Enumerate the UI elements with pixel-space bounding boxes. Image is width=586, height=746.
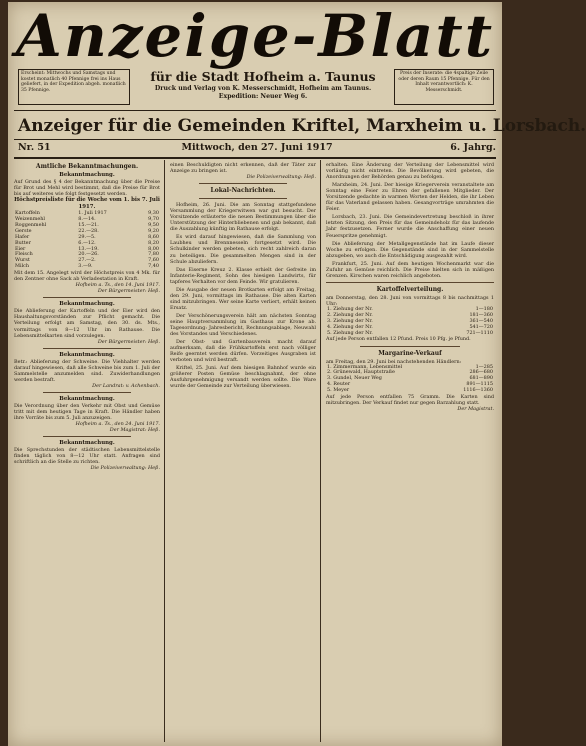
table-cell: 9,20 xyxy=(148,227,159,234)
article-text: Kriftel, 25. Juni. Auf dem hiesigen Bahnhof wurde ein größerer Posten Gemüse beschlagnahmt, der ohne Ausfuhrgenehmigung versandt werden sollte. Die Ware wurde der Gemeinde zur Verteilung überwiesen. xyxy=(170,365,316,390)
article-text: Die Ablieferung der Metallgegenstände hat im Laufe dieser Woche zu erfolgen. Die Gegenstände sind in der Sammelstelle abzugeben, wo auch die Entschädigung ausgezahlt wird. xyxy=(326,240,494,259)
ad-note: Auf jede Person entfallen 12 Pfund. Preis 10 Pfg. je Pfund. xyxy=(326,336,471,343)
table-cell: 361—540 xyxy=(469,317,493,324)
notice-signature: Der Landrat: v. Achenbach. xyxy=(92,382,160,389)
table-cell: 3.—9. xyxy=(78,263,93,270)
table-cell: 3. Gundel, Neuer Weg xyxy=(327,375,382,382)
notice-title: Bekanntmachung. xyxy=(59,301,115,308)
ad-text: am Donnerstag, den 28. Juni von vormittags 8 bis nachmittags 1 Uhr: xyxy=(326,294,494,307)
table-cell: 7,80 xyxy=(148,251,159,258)
table-cell: 3. Ziehung der Nr. xyxy=(327,317,373,324)
notice-signature: Die Polizeiverwaltung: Heß. xyxy=(246,174,316,181)
notice-title: Höchstpreisliste für die Woche vom 1. bis 7. Juli 1917. xyxy=(14,197,160,211)
table-cell: 9,70 xyxy=(148,216,159,223)
article-text: erhalten. Eine Änderung der Verteilung der Lebensmittel wird vorläufig nicht eintreten. Die Bevölkerung wird gebeten, die Anordnungen der Behörden genau zu befolgen. xyxy=(326,162,494,181)
issue-number: Nr. 51 xyxy=(18,142,51,153)
notice-signature: Der Magistrat: Heß. xyxy=(109,427,160,434)
table-cell: Milch xyxy=(15,263,30,270)
table-cell: Weizenmehl xyxy=(15,216,45,223)
notice-text: Auf Grund des § 4 der Bekanntmachung über die Preise für Brot und Mehl wird bestimmt, daß die Preise für Brot bis auf weiteres wie folgt festgesetzt werden. xyxy=(14,179,160,198)
table-cell: 1116—1360 xyxy=(463,387,493,394)
column-1 xyxy=(14,162,160,740)
table-cell: 7,60 xyxy=(148,257,159,264)
column-divider xyxy=(320,160,321,742)
table-cell: 5. Meyer xyxy=(327,387,350,394)
notice-signature: Hofheim a. Ts., den 24. Juni 1917. xyxy=(75,421,160,428)
table-cell: Butter xyxy=(15,239,31,246)
column-divider xyxy=(164,160,165,742)
table-cell: 6.—12. xyxy=(78,239,96,246)
table-cell: 22.—28. xyxy=(78,227,99,234)
separator xyxy=(360,346,461,347)
article-text: einen Beschuldigten nicht erkennen, daß der Täter zur Anzeige zu bringen ist. xyxy=(170,162,316,175)
article-text: Lorsbach, 23. Juni. Die Gemeindevertretung beschloß in ihrer letzten Sitzung, den Preis für das Gemeindeholz für das laufende Jahr festzusetzen. Ferner wurde die Anschaffung einer neuen Feuerspritze genehmigt. xyxy=(326,214,494,239)
column-2 xyxy=(170,162,316,740)
notice-text: Die Ablieferung der Kartoffeln und der Eier wird den Haushaltungsvorständen zur Pflicht gemacht. Die Verteilung erfolgt am Samstag, den 30. ds. Mts., vormittags von 8—12 Uhr im Rathause. Die Lebensmittelkarten sind vorzulegen. xyxy=(14,308,160,339)
section-heading: Amtliche Bekanntmachungen. xyxy=(35,163,139,170)
ad-text: am Freitag, den 29. Juni bei nachstehenden Händlern: xyxy=(326,358,462,365)
ad-heading: Margarine-Verkauf xyxy=(378,349,442,357)
table-cell: 4. Ziehung der Nr. xyxy=(327,323,373,330)
table-cell: 9,30 xyxy=(148,210,159,217)
price-table xyxy=(14,211,160,270)
table-cell: 721—1110 xyxy=(466,329,493,336)
article-text: Das Eiserne Kreuz 2. Klasse erhielt der Gefreite im Infanterie-Regiment, Sohn des hiesigen Landwirts, für tapferes Verhalten vor dem Feinde. Wir gratulieren. xyxy=(170,266,316,285)
separator xyxy=(199,183,287,184)
separator xyxy=(43,436,131,437)
notice-text: Betr.: Ablieferung der Schweine. Die Viehhalter werden darauf hingewiesen, daß alle Schweine bis zum 1. Juli der Sammelstelle anzumelden sind. Zuwiderhandlungen werden bestraft. xyxy=(14,358,160,383)
notice-title: Bekanntmachung. xyxy=(59,351,115,358)
imprint-printer: Druck und Verlag von K. Messerschmidt, Hofheim am Taunus. xyxy=(154,85,372,92)
table-cell: 8,00 xyxy=(148,245,159,252)
imprint-expedition: Expedition: Neuer Weg 6. xyxy=(218,92,308,100)
table-cell: 1. Juli 1917 xyxy=(78,210,107,217)
table-cell: 891—1115 xyxy=(466,381,493,388)
table-cell: 286—680 xyxy=(469,369,493,376)
table-cell: Eier xyxy=(15,245,26,252)
table-cell: 29.—5. xyxy=(78,233,96,240)
table-cell: 1. Ziehung der Nr. xyxy=(327,305,373,312)
table-cell: 541—720 xyxy=(469,323,493,330)
table-cell: 181—360 xyxy=(469,311,493,318)
article-text: Der Verschönerungsverein hält am nächsten Sonntag seine Hauptversammlung im Gasthaus zur Krone ab. Tagesordnung: Jahresbericht, Rechnungsablage, Neuwahl des Vorstandes und Verschiedenes. xyxy=(170,312,316,338)
table-cell: 2. Grünewald, Hauptstraße xyxy=(327,369,395,376)
newspaper-subtitle: für die Stadt Hofheim a. Taunus xyxy=(150,69,376,84)
issue-date: Mittwoch, den 27. Juni 1917 xyxy=(181,142,333,153)
divider xyxy=(14,157,496,159)
column-3 xyxy=(326,162,494,740)
advertising-price-box: Preis der Inserate: die 4spaltige Zeile oder deren Raum 15 Pfennige. Für den Inhalt verantwortlich: K. Messerschmidt. xyxy=(394,69,494,105)
table-cell: 15.—21. xyxy=(78,221,99,228)
divider xyxy=(14,139,496,140)
notice-text: Die Verordnung über den Verkehr mit Obst und Gemüse tritt mit dem heutigen Tage in Kraft. Die Händler haben ihre Vorräte bis zum 5. Juli anzuzeigen. xyxy=(14,402,160,421)
subscription-box: Erscheint: Mittwochs und Samstags und kostet monatlich 40 Pfennige frei ins Haus geliefert, in der Expedition abgeh. monatlich 35 Pfennige. xyxy=(18,69,130,105)
article-text: Die Ausgabe der neuen Brotkarten erfolgt am Freitag, den 29. Juni, vormittags im Rathause. Die alten Karten sind mitzubringen. Wer seine Karte verliert, erhält keinen Ersatz. xyxy=(170,286,316,311)
table-cell: 1—180 xyxy=(475,305,493,312)
table-cell: 1—285 xyxy=(475,363,493,370)
newspaper-subhead: Anzeiger für die Gemeinden Kriftel, Marxheim u. Lorsbach. xyxy=(18,116,586,136)
separator xyxy=(43,348,131,349)
table-cell: 8,60 xyxy=(148,233,159,240)
article-text: Es wird darauf hingewiesen, daß die Sammlung von Laubheu und Brennnesseln fortgesetzt wird. Die Schulkinder werden gebeten, sich recht zahlreich daran zu beteiligen. Die gesammelten Mengen sind in der Schule abzuliefern. xyxy=(170,234,316,265)
notice-title: Bekanntmachung. xyxy=(59,395,115,402)
notice-title: Bekanntmachung. xyxy=(59,440,115,447)
table-cell: Fleisch xyxy=(15,251,33,258)
article-text: Der Obst- und Gartenbauverein macht darauf aufmerksam, daß die Frühkartoffeln erst nach völliger Reife geerntet werden dürfen. Vorzeitiges Ausgraben ist verboten und wird bestraft. xyxy=(170,339,316,364)
separator xyxy=(43,297,131,298)
table-cell: Wurst xyxy=(15,257,30,264)
table-cell: 20.—26. xyxy=(78,251,99,258)
section-heading: Lokal-Nachrichten. xyxy=(210,187,276,195)
table-cell: Gerste xyxy=(15,227,32,234)
table-cell: 7,40 xyxy=(148,263,159,270)
vendor-table xyxy=(326,365,494,395)
notice-signature: Der Bürgermeister: Heß. xyxy=(97,338,160,345)
table-cell: Roggenmehl xyxy=(15,221,47,228)
table-cell: 9,50 xyxy=(148,221,159,228)
separator xyxy=(199,198,287,199)
table-cell: 8,20 xyxy=(148,239,159,246)
notice-signature: Der Magistrat. xyxy=(457,406,494,413)
notice-text: Mit dem 15. Angelegt wird der Höchstpreis von 4 Mk. für den Zentner ohne Sack ab Verladestation in Kraft. xyxy=(14,270,160,283)
table-cell: 2. Ziehung der Nr. xyxy=(327,311,373,318)
table-cell: 27.—2. xyxy=(78,257,96,264)
notice-title: Bekanntmachung. xyxy=(59,172,115,178)
table-cell: 4. Reuter xyxy=(327,381,351,388)
table-cell: 681—890 xyxy=(469,375,493,382)
separator xyxy=(43,392,131,393)
table-cell: 1. Zimmermann, Lebensmittel xyxy=(327,363,403,370)
article-text: Frankfurt, 25. Juni. Auf dem heutigen Wochenmarkt war die Zufuhr an Gemüse reichlich. Die Preise hielten sich in mäßigen Grenzen. Kirschen waren reichlich angeboten. xyxy=(326,260,494,279)
ad-note: Auf jede Person entfallen 75 Gramm. Die Karten sind mitzubringen. Der Verkauf findet nur gegen Barzahlung statt. xyxy=(326,394,494,407)
table-cell: 8.—14. xyxy=(78,216,96,223)
separator xyxy=(326,282,494,283)
table-cell: Kartoffeln xyxy=(15,210,40,217)
article-text: Marxheim, 24. Juni. Der hiesige Kriegerverein veranstaltete am Sonntag eine Feier zu Ehren der gefallenen Mitglieder. Der Vorsitzende gedachte in warmen Worten der Helden, die ihr Leben für das Vaterland gelassen haben. Gesangvorträge umrahmten die Feier. xyxy=(326,182,494,213)
notice-text: Die Sprechstunden der städtischen Lebensmittelstelle finden täglich von 8—12 Uhr statt. Anfragen sind schriftlich an die Stelle zu richten. xyxy=(14,447,160,466)
imprint xyxy=(136,85,390,100)
divider xyxy=(14,110,496,111)
ad-heading: Kartoffelverteilung. xyxy=(376,285,444,293)
table-cell: 13.—19. xyxy=(78,245,99,252)
article-text: Hofheim, 26. Juni. Die am Sonntag stattgefundene Versammlung der Kriegerwitwen war gut besucht. Der Vorsitzende erläuterte die neuen Bestimmungen über die Unterstützung der Hinterbliebenen und gab bekannt, daß die Auszahlung künftig im Rathause erfolgt. xyxy=(170,202,316,233)
masthead xyxy=(8,2,502,100)
table-cell: Hafer xyxy=(15,233,30,240)
issue-year: 6. Jahrg. xyxy=(450,142,496,153)
dateline xyxy=(18,142,496,156)
newspaper-title: Anzeige-Blatt xyxy=(15,2,495,70)
notice-signature: Der Bürgermeister: Heß. xyxy=(97,288,160,295)
table-cell: 5. Ziehung der Nr. xyxy=(327,329,373,336)
notice-signature: Die Polizeiverwaltung: Heß. xyxy=(90,465,160,472)
distribution-table xyxy=(326,307,494,337)
notice-signature: Hofheim a. Ts., den 14. Juni 1917. xyxy=(75,282,160,289)
newspaper-page xyxy=(8,2,586,746)
